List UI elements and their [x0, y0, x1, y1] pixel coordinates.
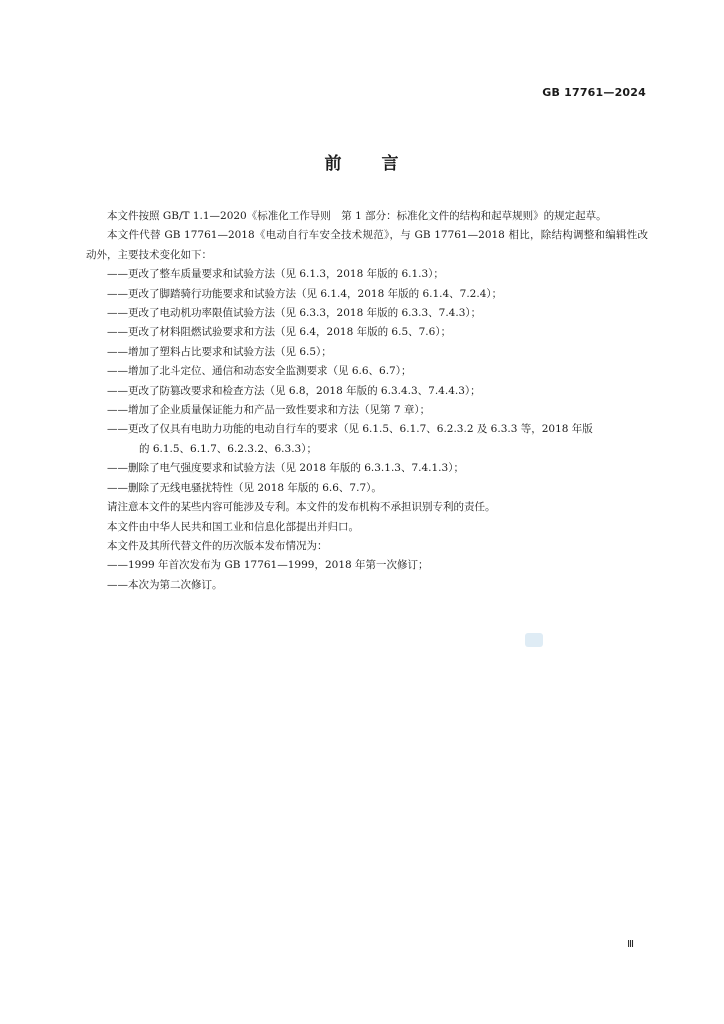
change-item-continuation: 的 6.1.5、6.1.7、6.2.3.2、6.3.3）；	[139, 442, 317, 455]
paragraph: 请注意本文件的某些内容可能涉及专利。本文件的发布机构不承担识别专利的责任。	[107, 501, 496, 514]
foreword-body	[86, 207, 648, 595]
paragraph: 本文件代替 GB 17761—2018《电动自行车安全技术规范》，与 GB 17761—2018 相比，除结构调整和编辑性改动外，主要技术变化如下：	[86, 229, 648, 261]
change-item: ——更改了整车质量要求和试验方法（见 6.1.3，2018 年版的 6.1.3）；	[107, 268, 444, 281]
change-item: ——增加了塑料占比要求和试验方法（见 6.5）；	[107, 345, 332, 358]
paragraph: 本文件由中华人民共和国工业和信息化部提出并归口。	[107, 520, 359, 533]
page-title: 前 言	[324, 154, 400, 174]
history-item: ——1999 年首次发布为 GB 17761—1999，2018 年第一次修订；	[107, 559, 429, 572]
change-item: ——更改了防篡改要求和检查方法（见 6.8，2018 年版的 6.3.4.3、7.4.4.3）；	[107, 384, 481, 397]
standard-code: GB 17761—2024	[542, 86, 646, 99]
change-item: ——删除了电气强度要求和试验方法（见 2018 年版的 6.3.1.3、7.4.1.3）；	[107, 462, 464, 475]
watermark-stamp-icon	[525, 633, 543, 647]
paragraph: 本文件按照 GB/T 1.1—2020《标准化工作导则 第 1 部分：标准化文件的结构和起草规则》的规定起草。	[107, 210, 607, 222]
change-item: ——更改了材料阻燃试验要求和方法（见 6.4，2018 年版的 6.5、7.6）；	[107, 326, 452, 339]
change-item: ——增加了企业质量保证能力和产品一致性要求和方法（见第 7 章）；	[107, 404, 431, 417]
page-number: Ⅲ	[627, 939, 634, 950]
change-item: ——更改了脚踏骑行功能要求和试验方法（见 6.1.4，2018 年版的 6.1.4、7.2.4）；	[107, 287, 503, 300]
change-item: ——增加了北斗定位、通信和动态安全监测要求（见 6.6、6.7）；	[107, 365, 412, 378]
history-item: ——本次为第二次修订。	[107, 578, 223, 591]
paragraph: 本文件及其所代替文件的历次版本发布情况为：	[107, 539, 328, 552]
change-item: ——删除了无线电骚扰特性（见 2018 年版的 6.6、7.7）。	[107, 481, 382, 494]
change-item: ——更改了电动机功率限值试验方法（见 6.3.3，2018 年版的 6.3.3、7.4.3）；	[107, 307, 482, 320]
change-item: ——更改了仅具有电助力功能的电动自行车的要求（见 6.1.5、6.1.7、6.2.3.2 及 6.3.3 等，2018 年版	[107, 423, 593, 436]
